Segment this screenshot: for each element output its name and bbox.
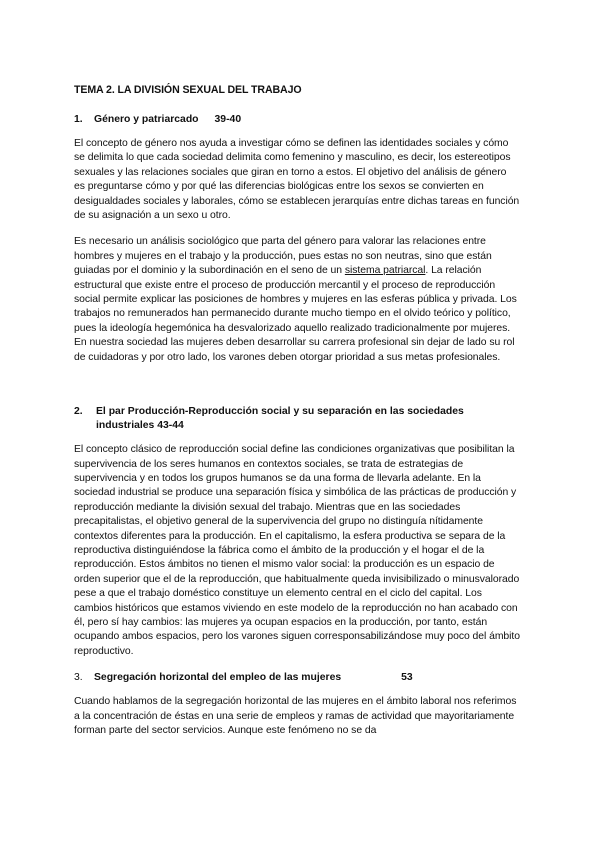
section-1-paragraph-2 (74, 235, 520, 365)
section-1-number: 1. (74, 114, 83, 125)
section-3-pages: 53 (401, 672, 413, 684)
section-1-paragraph-2-start: Es necesario un análisis sociológico que parta del género para valorar las relaciones entre hombres y mujeres en el trabajo y la producción, pues estas no son neutras, sino que están guiadas por el dominio y la subordinación en el seno de un (74, 236, 492, 277)
section-1-title: Género y patriarcado (94, 114, 199, 125)
section-2-title (96, 405, 520, 433)
section-2-paragraph-1: El concepto clásico de reproducción social define las condiciones organizativas que posibilitan la supervivencia de los seres humanos en contextos sociales, se trata de estrategias de supervivencia y en todos los grupos humanos se da una forma de llevarla adelante. En la sociedad industrial se produce una separación física y simbólica de las prácticas de producción y reproducción mediante la división sexual del trabajo. Mientras que en las sociedades precapitalistas, el objetivo general de la supervivencia del grupo no distinguía nítidamente contextos diferentes para la producción. En el capitalismo, la esfera productiva se separa de la reproductiva distinguiéndose la fábrica como el ámbito de la producción y el hogar el de la reproducción. Estos ámbitos no tienen el mismo valor social: la producción es un espacio de orden superior que el de la reproducción, que habitualmente queda invisibilizado o minusvalorado pese a que el trabajo doméstico constituye un elemento central en el ciclo del capital. Los cambios históricos que estamos viviendo en este modelo de la reproducción no han acabado con él, pero sí hay cambios: las mujeres ya ocupan espacios en la producción, por tanto, están ocupando ambos espacios, pero los varones siguen corresponsabilizándose muy poco del ámbito reproductivo. (74, 444, 520, 657)
section-2-heading (74, 405, 520, 433)
section-2-number: 2. (74, 406, 83, 418)
section-3-paragraph-1: Cuando hablamos de la segregación horizontal de las mujeres en el ámbito laboral nos referimos a la concentración de éstas en una serie de empleos y ramas de actividad que mayoritariamente forman parte del sector servicios. Aunque este fenómeno no se da (74, 696, 517, 736)
section-2-pages: 43-44 (157, 420, 184, 432)
section-3-title: Segregación horizontal del empleo de las mujeres (94, 672, 342, 684)
underlined-term: sistema patriarcal (344, 265, 426, 277)
section-1-pages: 39-40 (214, 114, 242, 125)
document-title: TEMA 2. LA DIVISIÓN SEXUAL DEL TRABAJO (74, 84, 302, 96)
section-2-title-text: El par Producción-Reproducción social y su separación en las sociedades industriales (96, 406, 464, 432)
section-spacer (74, 377, 520, 405)
section-1-heading (74, 113, 520, 127)
section-3-heading (74, 671, 520, 685)
section-3-number: 3. (74, 672, 83, 684)
section-1-paragraph-1: El concepto de género nos ayuda a investigar cómo se definen las identidades sociales y cómo se delimita lo que cada sociedad delimita como femenino y masculino, es decir, los estereotipos sexuales y las relaciones sociales que giran en torno a estos. El objetivo del análisis de género es preguntarse cómo y por qué las diferencias biológicas entre los sexos se convierten en desigualdades sociales y laborales, cómo se establecen jerarquías entre dichas tareas en función de su asignación a un sexo u otro. (74, 138, 520, 222)
section-1-paragraph-2-end: . La relación estructural que existe entre el proceso de producción mercantil y el proceso de reproducción social permite explicar las posiciones de hombres y mujeres en las esferas pública y privada. Los trabajos no remunerados han permanecido durante mucho tiempo en el olvido teórico y político, pues la ideología hegemónica ha desvalorizado aquello realizado tradicionalmente por mujeres. En nuestra sociedad las mujeres deben desarrollar su carrera profesional sin dejar de lado su rol de cuidadoras y por otro lado, los varones deben otorgar prioridad a sus metas profesionales. (74, 265, 517, 363)
